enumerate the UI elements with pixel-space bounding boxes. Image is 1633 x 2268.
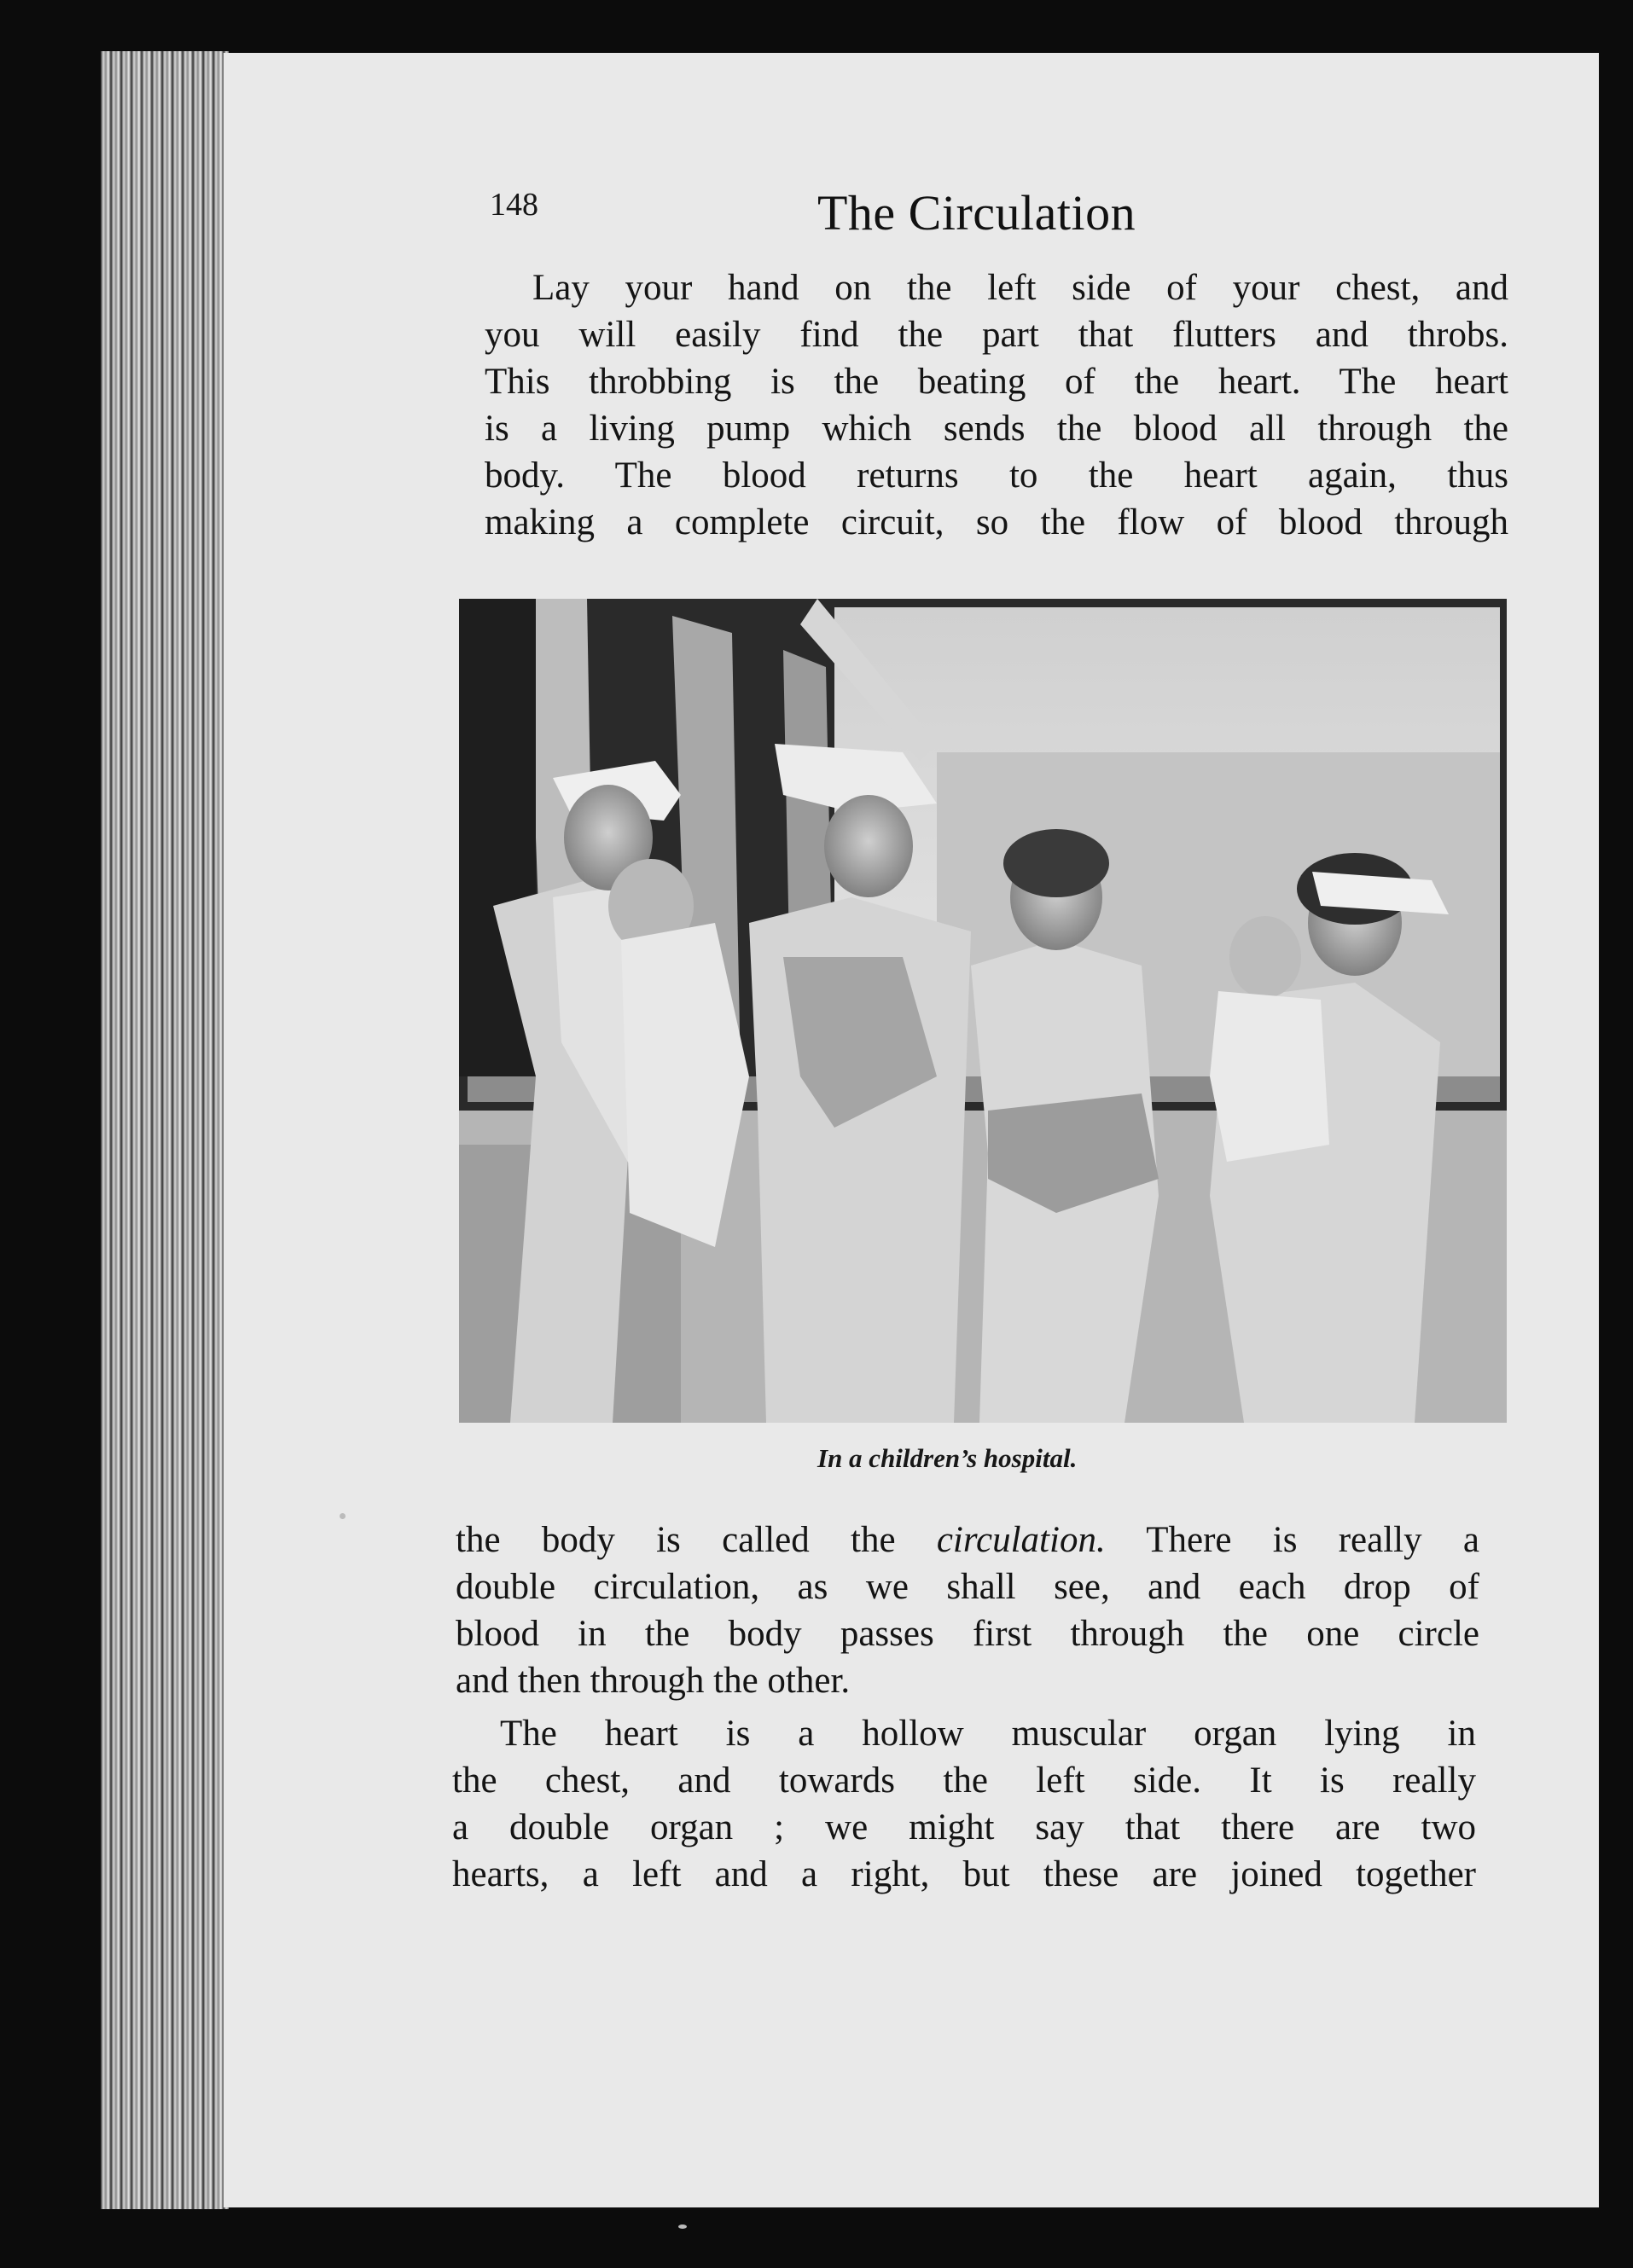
text-line: making a complete circuit, so the flow of blood through — [485, 502, 1508, 542]
text-line: The heart is a hollow muscular organ lying in — [500, 1714, 1476, 1754]
text-run: the body is called the — [456, 1520, 937, 1560]
paragraph-1 — [485, 264, 1508, 546]
text-line: you will easily find the part that flutters and throbs. — [485, 315, 1508, 355]
paragraph-3 — [452, 1710, 1476, 1898]
text-line: is a living pump which sends the blood all through the — [485, 409, 1508, 449]
paragraph-2 — [456, 1517, 1479, 1704]
text-run: There is really a — [1105, 1520, 1479, 1560]
photograph-image — [459, 599, 1507, 1423]
text-line: blood in the body passes first through the one circle — [456, 1614, 1479, 1654]
page-number: 148 — [490, 187, 538, 223]
running-head: The Circulation — [817, 185, 1136, 241]
text-line: a double organ ; we might say that there are two — [452, 1807, 1476, 1847]
text-line: double circulation, as we shall see, and each drop of — [456, 1567, 1479, 1607]
text-line: and then through the other. — [456, 1661, 851, 1701]
text-line: This throbbing is the beating of the heart. The heart — [485, 362, 1508, 402]
facing-page-edge — [1599, 77, 1633, 2209]
text-line: the chest, and towards the left side. It is really — [452, 1760, 1476, 1801]
figure-caption: In a children’s hospital. — [817, 1443, 1078, 1473]
scan-speck — [678, 2224, 687, 2229]
emphasized-term: circulation. — [936, 1520, 1106, 1560]
text-line — [456, 1517, 1479, 1563]
text-line: Lay your hand on the left side of your chest, and — [532, 268, 1508, 308]
text-line: hearts, a left and a right, but these are joined together — [452, 1854, 1476, 1894]
scan-speck — [340, 1513, 346, 1519]
book-page-edges — [101, 51, 229, 2209]
hospital-photograph — [459, 599, 1507, 1423]
text-line: body. The blood returns to the heart again, thus — [485, 455, 1508, 496]
